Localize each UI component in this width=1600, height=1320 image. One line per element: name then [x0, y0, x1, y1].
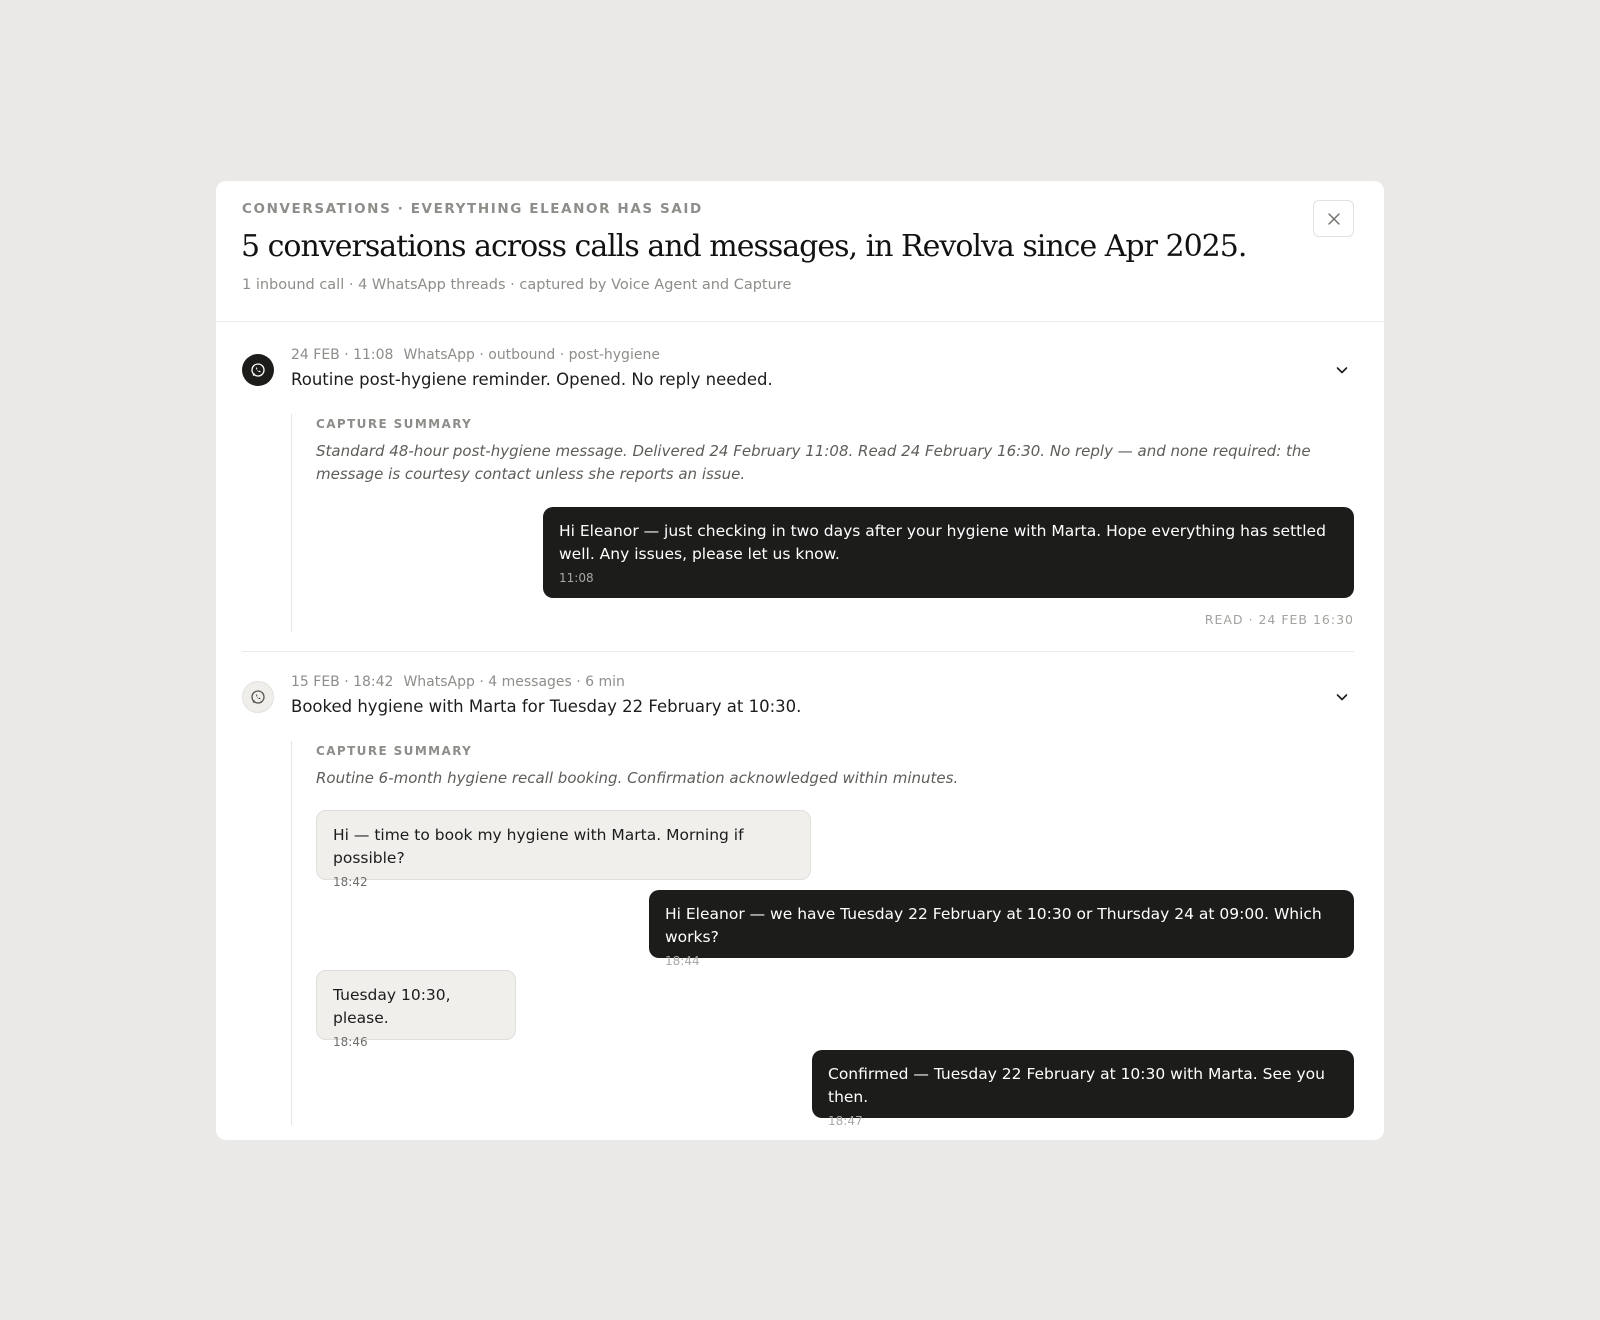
message-time: 18:42 — [333, 875, 368, 889]
chevron-down-icon — [1335, 363, 1349, 377]
message-time: 11:08 — [559, 571, 594, 585]
page-title: 5 conversations across calls and messages, in Revolva since Apr 2025. — [241, 229, 1247, 264]
capture-summary-label: CAPTURE SUMMARY — [316, 744, 473, 758]
conversation-meta — [291, 347, 660, 363]
message-bubble-inbound — [316, 970, 516, 1049]
whatsapp-icon — [242, 681, 274, 713]
conversation-meta — [291, 674, 625, 690]
message-bubble-outbound — [543, 507, 1354, 598]
capture-summary-text: Routine 6-month hygiene recall booking. Confirmation acknowledged within minutes. — [316, 769, 959, 787]
conversation-item — [242, 671, 1354, 1140]
conversations-modal — [216, 181, 1384, 1140]
message-bubble-outbound — [812, 1050, 1354, 1128]
expand-toggle[interactable] — [1330, 358, 1354, 382]
close-button[interactable] — [1313, 200, 1354, 237]
conversation-details: WhatsApp · outbound · post-hygiene — [403, 347, 660, 363]
message-bubble-outbound — [649, 890, 1354, 968]
conversation-title: Routine post-hygiene reminder. Opened. No reply needed. — [291, 370, 773, 389]
capture-summary-label: CAPTURE SUMMARY — [316, 417, 473, 431]
conversation-date: 24 FEB · 11:08 — [291, 347, 394, 363]
modal-header — [216, 181, 1384, 322]
capture-summary-text: Standard 48-hour post-hygiene message. Delivered 24 February 11:08. Read 24 February 16:30. No reply — and none required: the message is courtesy contact unless she reports an issue. — [316, 442, 1311, 483]
thread-body — [291, 741, 1354, 1128]
message-time: 18:44 — [665, 954, 700, 968]
conversation-details: WhatsApp · 4 messages · 6 min — [403, 674, 625, 690]
page-subtitle: 1 inbound call · 4 WhatsApp threads · captured by Voice Agent and Capture — [242, 277, 792, 293]
message-text: Hi — time to book my hygiene with Marta. Morning if possible? — [333, 826, 744, 867]
whatsapp-icon — [242, 354, 274, 386]
eyebrow-label: CONVERSATIONS · EVERYTHING ELEANOR HAS SAID — [242, 201, 703, 217]
message-text: Confirmed — Tuesday 22 February at 10:30 with Marta. See you then. — [828, 1065, 1325, 1106]
chevron-down-icon — [1335, 690, 1349, 704]
message-bubble-inbound — [316, 810, 811, 889]
close-icon — [1327, 212, 1341, 226]
thread-body — [291, 414, 1354, 632]
conversation-title: Booked hygiene with Marta for Tuesday 22 February at 10:30. — [291, 697, 802, 716]
message-text: Hi Eleanor — just checking in two days after your hygiene with Marta. Hope everything has settled well. Any issues, please let us know. — [559, 522, 1326, 563]
conversation-date: 15 FEB · 18:42 — [291, 674, 394, 690]
message-time: 18:46 — [333, 1035, 368, 1049]
conversation-item — [242, 344, 1354, 655]
message-text: Tuesday 10:30, please. — [333, 986, 451, 1027]
read-receipt: READ · 24 FEB 16:30 — [1204, 612, 1354, 627]
message-time: 18:47 — [828, 1114, 863, 1128]
message-text: Hi Eleanor — we have Tuesday 22 February at 10:30 or Thursday 24 at 09:00. Which works? — [665, 905, 1322, 946]
divider — [242, 651, 1354, 652]
expand-toggle[interactable] — [1330, 685, 1354, 709]
